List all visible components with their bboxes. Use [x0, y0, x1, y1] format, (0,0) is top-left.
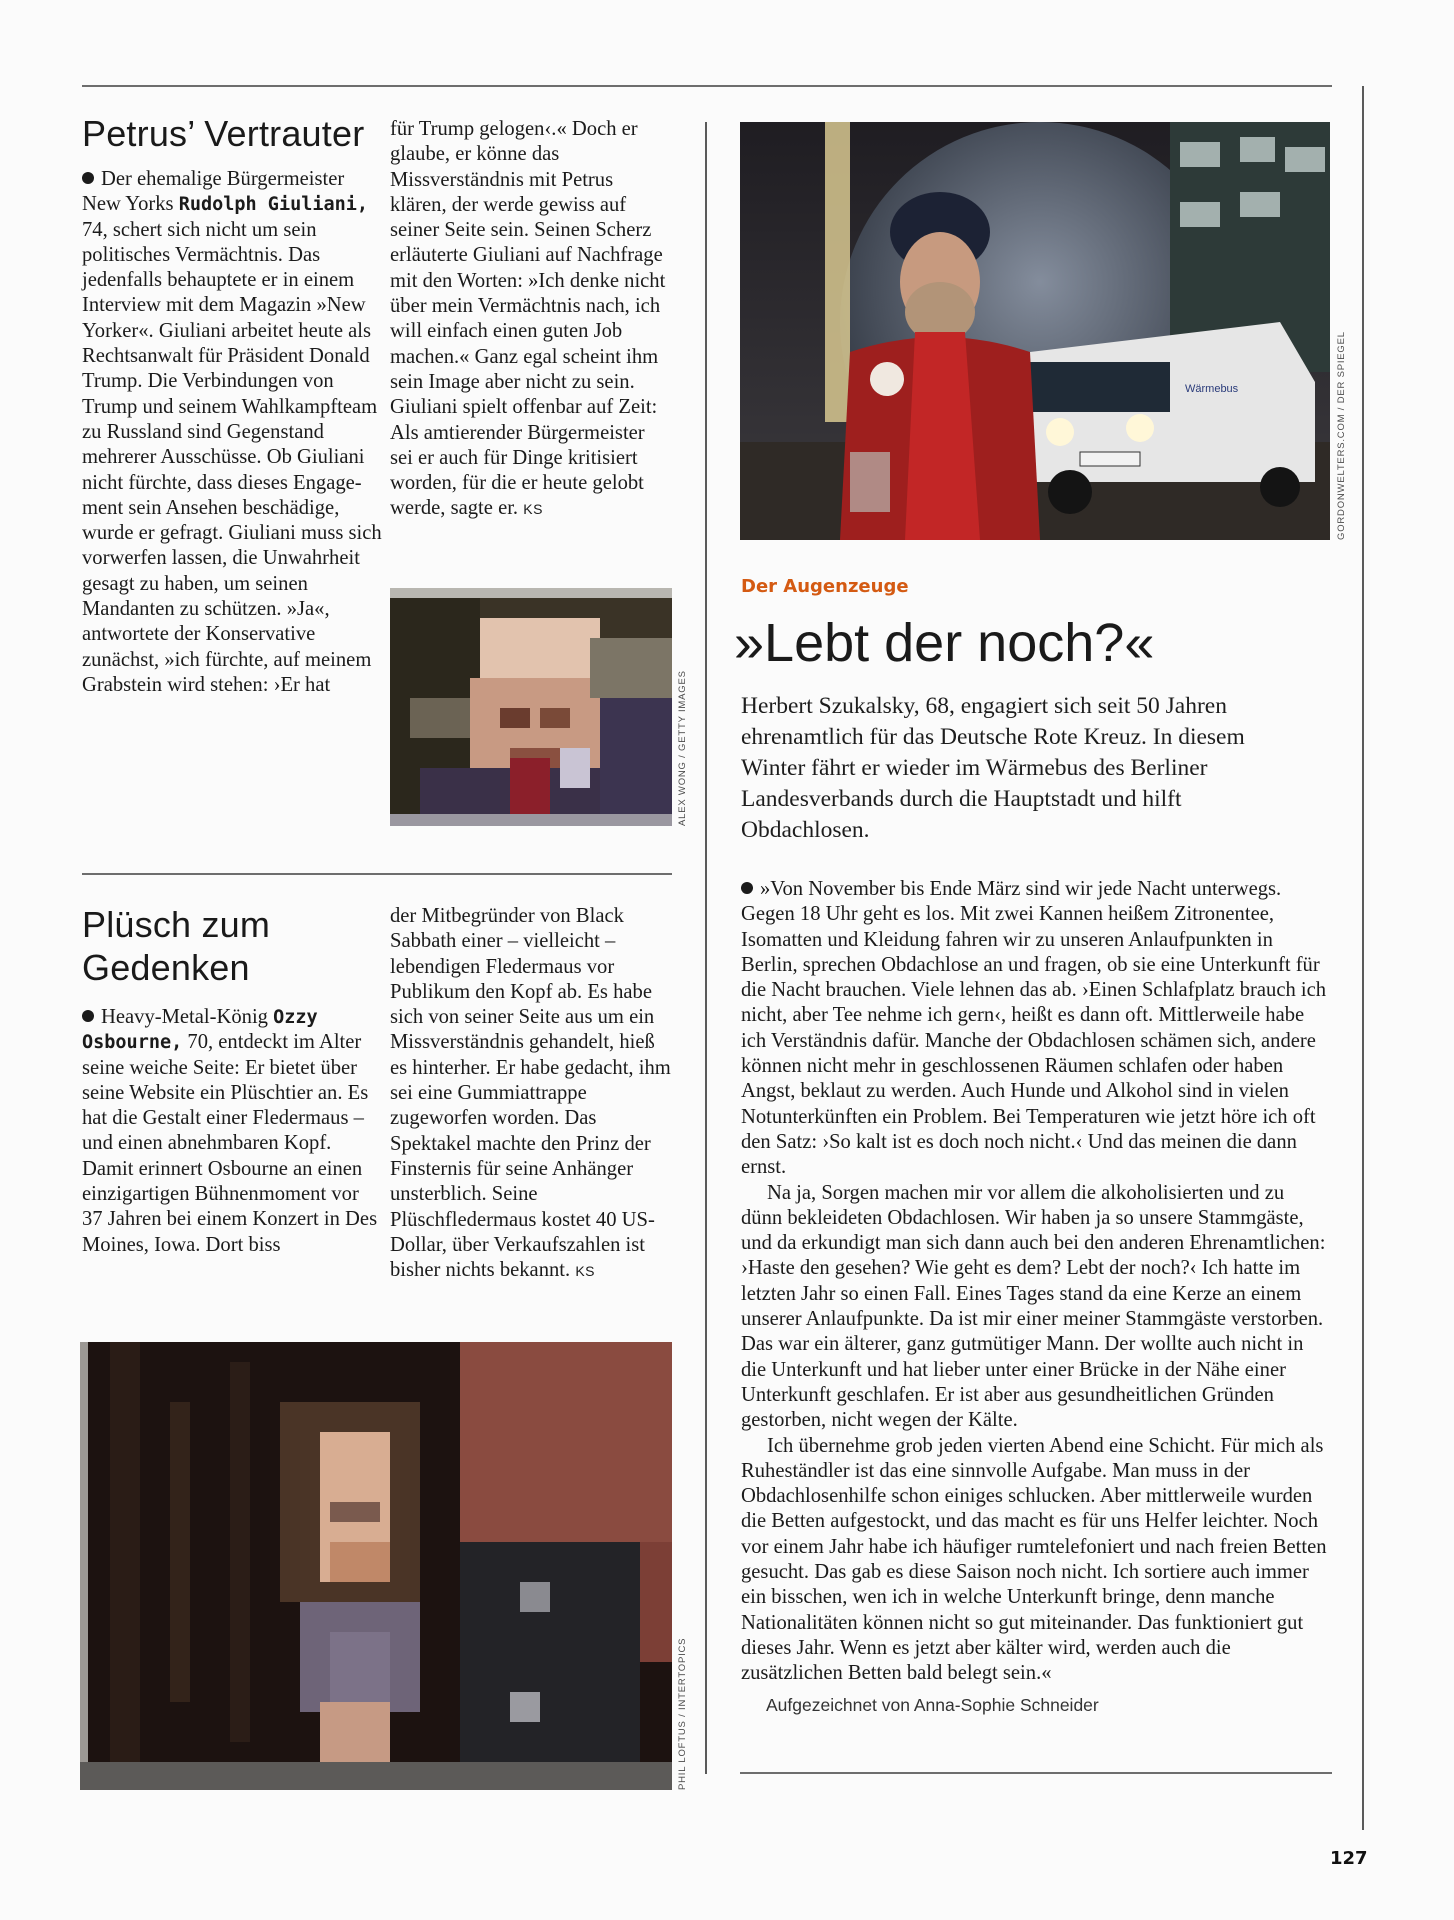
- article-paragraph: Na ja, Sorgen machen mir vor allem die alkoholisierten und zu dünn bekleideten Obdachlosen. Wir haben ja so unsere Stammgäste, und da erkundigt man sich dann auch bei den anderen Ehrenamtlichen: ›Haste den gesehen? Wie geht es dem? Lebt der noch?‹ Ich hatte im letzten Jahr so einen Fall. Eines Tages stand da eine Kerze an einem unserer Anlaufpunkte. Da ist mir einer meiner Stammgäste verstorben. Das war ein älterer, ganz gutmütiger Mann. Der wollte auch nicht in die Unterkunft und hat lieber unter einer Brücke in der Nähe einer Unterkunft geschlafen. Er ist aber aus gesundheitlichen Gründen gestorben, nicht wegen der Kälte.: [741, 1181, 1326, 1432]
- ozzy-col2-text: [390, 904, 672, 1284]
- person-name-ozzy: Ozzy Osbourne,: [82, 1007, 318, 1054]
- ozzy-pixelated-image: [80, 1342, 672, 1790]
- szukalsky-night-image: [740, 122, 1330, 540]
- headline-ozzy-line2: Gedenken: [82, 947, 250, 988]
- giuliani-col1-rest: 74, schert sich nicht um sein politisches Vermächtnis. Das jedenfalls behauptete er in einem Interview mit dem Magazin »New Yorker«. Giuliani arbeitet heute als Rechtsanwalt für Präsident Donald Trump. Die Verbindungen von Trump und seinem Wahlkampfteam zu Russland sind Gegenstand mehrerer Ausschüsse. Ob Giuliani nicht fürchte, dass dieses Engagement sein Ansehen beschädige, wurde er gefragt. Giuliani muss sich vorwerfen lassen, die Unwahrheit gesagt zu haben, um seinen Mandanten zu schützen. »Ja«, antwortete der Konservative zunächst, »ich fürchte, auf meinem Grabstein wird stehen: ›Er hat: [82, 218, 382, 696]
- giuliani-intro: Der ehemalige Bürgermeister New Yorks: [82, 168, 345, 216]
- article-paragraph: Ich übernehme grob jeden vierten Abend eine Schicht. Für mich als Ruheständler ist das eine sinnvolle Aufgabe. Man muss in der Obdachlosenhilfe schon einiges schlucken. Aber mittlerweile wurden die Betten aufgestockt, und das macht es für uns Helfer leichter. Noch vor einem Jahr habe ich häufiger rumtelefoniert und nach freien Betten gesucht. Das gab es diese Saison noch nicht. Ich sortiere auch immer ein bisschen, wen ich in welche Unterkunft bringe, denn manche Nationalitäten können nicht so gut miteinander. Das funktioniert gut dieses Jahr. Wenn es jetzt aber kälter wird, werden auch die zusätzlichen Betten bald belegt sein.«: [741, 1434, 1327, 1685]
- van-label: Wärmebus: [1185, 383, 1239, 395]
- bullet-icon: [82, 172, 94, 184]
- giuliani-col1-text: [82, 167, 382, 698]
- ozzy-col1-rest: 70, entdeckt im Alter seine weiche Seite: Er bietet über seine Website ein Plüschtier an. Es hat die Gestalt einer Fledermaus – und einen abnehmbaren Kopf. Damit erinnert Osbourne an einen einzigartigen Bühnenmoment vor 37 Jahren bei einem Konzert in Des Moines, Iowa. Dort biss: [82, 1031, 378, 1256]
- article-body: [741, 877, 1329, 1716]
- right-vertical-rule: [1362, 86, 1364, 1830]
- author-initials: KS: [575, 1263, 595, 1280]
- photo-credit-szukalsky: GORDONWELTERS.COM / DER SPIEGEL: [1336, 331, 1347, 540]
- ozzy-intro: Heavy-Metal-König: [101, 1006, 274, 1028]
- photo-credit-giuliani: ALEX WONG / GETTY IMAGES: [677, 670, 688, 826]
- bullet-icon: [741, 882, 753, 894]
- bullet-icon: [82, 1010, 94, 1022]
- paragraph-1-text: »Von November bis Ende März sind wir jede Nacht unterwegs. Gegen 18 Uhr geht es los. Mit zwei Kannen heißem Zitronentee, Isomatten und Kleidung fahren wir zu unseren Anlaufpunkten in Berlin, sprechen Obdachlose an und fragen, ob sie eine Unterkunft für die Nacht brauchen. Viele lehnen das ab. ›Einen Schlafplatz brauch ich nicht, aber Tee nehme ich gern‹, heißt es dann oft. Mittlerweile habe ich Verständnis dafür. Manche der Obdachlosen schämen sich, andere können nicht mehr in geschlossenen Räumen schlafen oder haben Angst, beklaut zu werden. Auch Hunde und Alkohol sind in vielen Notunterkünften ein Problem. Bei Temperaturen wie jetzt höre ich oft den Satz: ›So kalt ist es doch noch nicht.‹ Und das meinen die dann ernst.: [741, 878, 1327, 1179]
- ozzy-photo: [80, 1342, 672, 1790]
- page-number: 127: [1330, 1848, 1368, 1869]
- giuliani-col2-body: für Trump gelogen‹.« Doch er glaube, er könne das Missverständnis mit Petrus klären, der werde gewiss auf seiner Seite sein. Seinen Scherz erläuterte Giuliani auf Nachfrage mit den Worten: »Ich denke nicht über mein Vermächtnis nach, ich will einfach einen guten Job machen.« Ganz egal scheint ihm sein Image aber nicht zu sein. Giuliani spielt offenbar auf Zeit: Als amtierender Bürgermeister sei er auch für Dinge kritisiert worden, für die er heute gelobt werde, sagte er.: [390, 118, 666, 520]
- ozzy-col2-body: der Mitbegründer von Black Sabbath einer – vielleicht – lebendigen Fledermaus vor Publikum den Kopf ab. Es habe sich von seiner Seite aus um ein Missverständnis gehandelt, hieß es hinterher. Er habe gedacht, ihm sei eine Gummiattrappe zugeworfen worden. Das Spektakel machte den Prinz der Finsternis für seine Anhänger unsterblich. Seine Plüschfledermaus kostet 40 US-Dollar, über Verkaufszahlen ist bisher nichts bekannt.: [390, 905, 671, 1282]
- headline-ozzy-line1: Plüsch zum: [82, 904, 271, 945]
- photo-credit-ozzy: PHIL LOFTUS / INTERTOPICS: [677, 1637, 688, 1790]
- giuliani-col2-text: [390, 117, 672, 523]
- ozzy-col1-text: [82, 1005, 382, 1258]
- article-title: »Lebt der noch?«: [734, 613, 1155, 673]
- author-initials: KS: [523, 501, 543, 518]
- headline-ozzy: [82, 903, 270, 989]
- section-divider-rule: [82, 873, 672, 875]
- column-divider-rule: [705, 122, 707, 1774]
- szukalsky-photo: [740, 122, 1330, 540]
- article-paragraph: [741, 877, 1329, 1181]
- article-lead: Herbert Szukalsky, 68, engagiert sich seit 50 Jahren ehrenamtlich für das Deutsche Rote Kreuz. In diesem Winter fährt er wieder im Wärmebus des Berliner Landesverbands durch die Hauptstadt und hilft Obdachlosen.: [741, 693, 1245, 843]
- top-rule: [82, 85, 1332, 87]
- kicker-der-augenzeuge: Der Augenzeuge: [741, 576, 909, 597]
- giuliani-pixelated-image: [390, 588, 672, 826]
- byline: Aufgezeichnet von Anna-Sophie Schneider: [766, 1694, 1099, 1715]
- bottom-right-rule: [740, 1772, 1332, 1774]
- headline-giuliani: Petrus’ Vertrauter: [82, 113, 365, 154]
- person-name-giuliani: Rudolph Giuliani,: [178, 194, 369, 216]
- giuliani-photo: [390, 588, 672, 826]
